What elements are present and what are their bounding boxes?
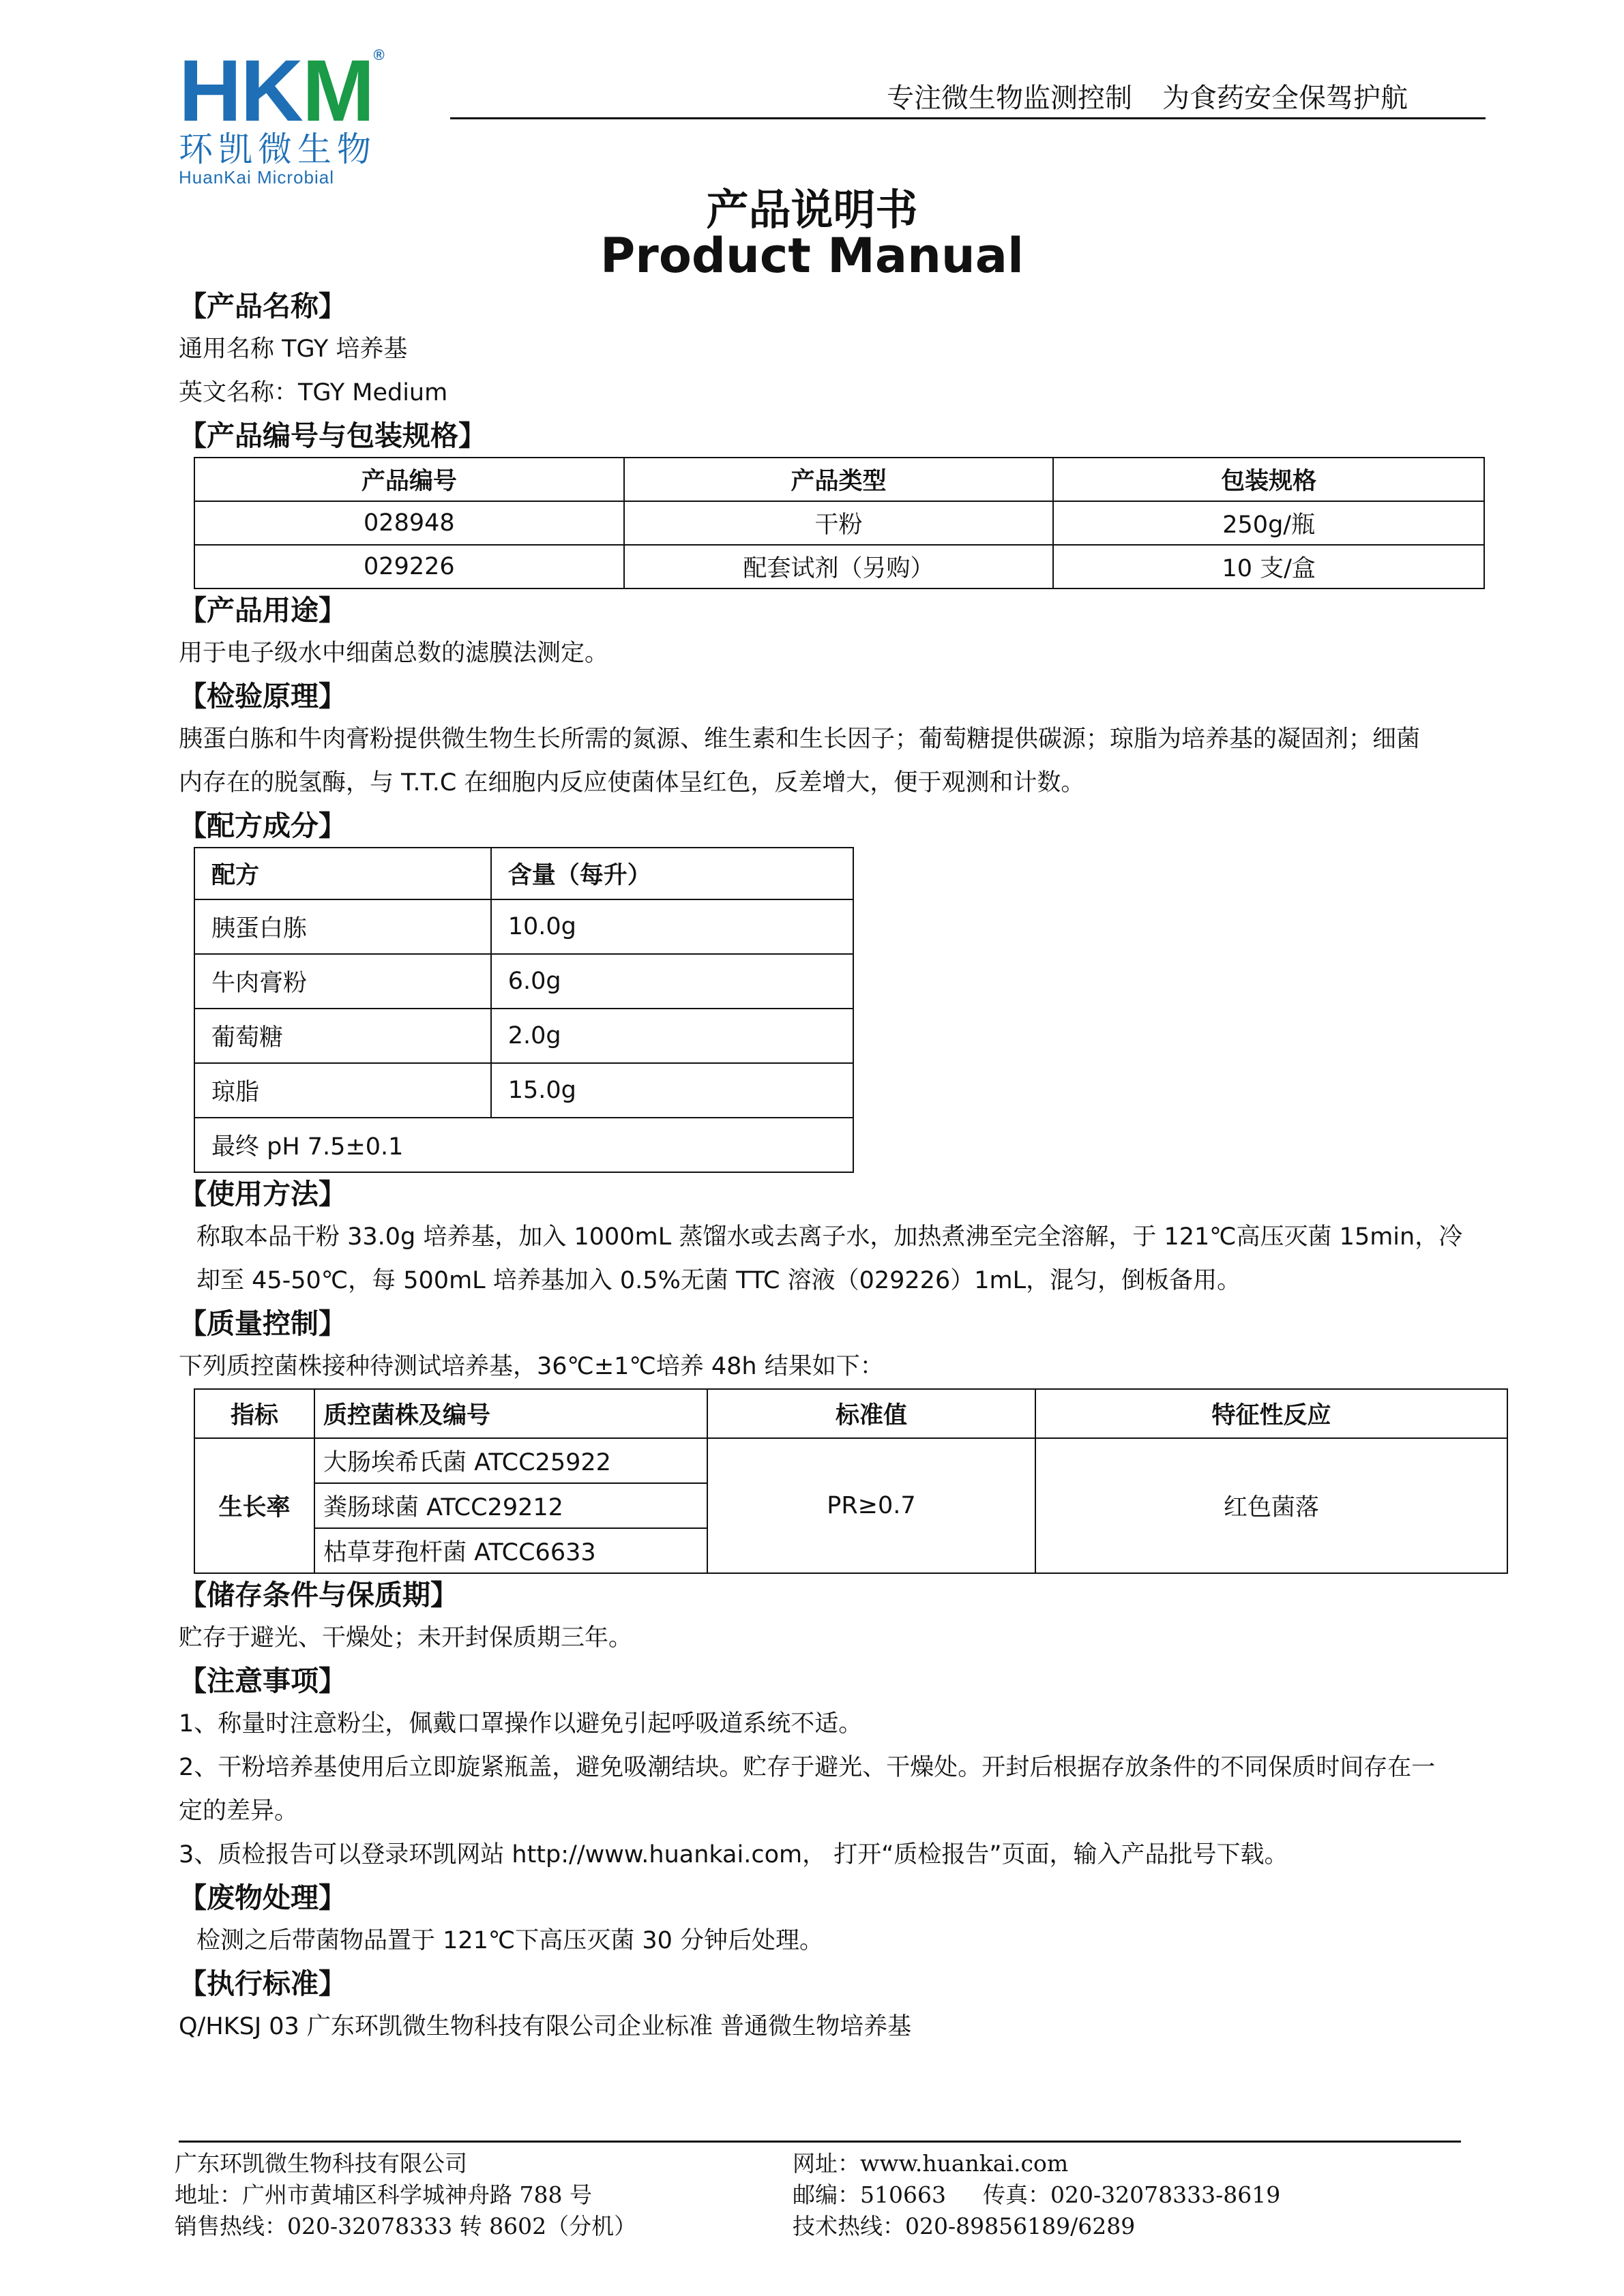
column-header: 产品类型	[624, 458, 1054, 501]
table-header-row	[194, 458, 1484, 501]
section-heading-waste: 【废物处理】	[179, 1881, 346, 1914]
standard-cell: PR≥0.7	[707, 1438, 1035, 1573]
section-heading-standard: 【执行标准】	[179, 1967, 346, 2000]
indicator-cell: 生长率	[194, 1438, 314, 1573]
document-title-en: Product Manual	[600, 228, 1024, 284]
table-row	[194, 1438, 1507, 1483]
section-heading-method: 【使用方法】	[179, 1178, 346, 1210]
table-cell: 琼脂	[194, 1063, 491, 1118]
table-row	[194, 899, 853, 954]
qc-intro: 下列质控菌株接种待测试培养基，36℃±1℃培养 48h 结果如下：	[179, 1353, 884, 1380]
section-heading-notes: 【注意事项】	[179, 1665, 346, 1697]
table-cell: 029226	[194, 545, 624, 588]
table-row	[194, 954, 853, 1009]
footer-tech-hotline: 技术热线：020-89856189/6289	[793, 2213, 1136, 2239]
table-row	[194, 1118, 853, 1172]
table-cell: 胰蛋白胨	[194, 899, 491, 954]
footer-right	[793, 2148, 1280, 2242]
table-cell: 配套试剂（另购）	[624, 545, 1054, 588]
method-line: 却至 45-50℃，每 500mL 培养基加入 0.5%无菌 TTC 溶液（029226）1mL，混匀，倒板备用。	[196, 1267, 1241, 1294]
column-header: 配方	[194, 848, 491, 899]
note-item: 1、称量时注意粉尘，佩戴口罩操作以避免引起呼吸道系统不适。	[179, 1710, 863, 1738]
table-row	[194, 501, 1484, 545]
note-item: 2、干粉培养基使用后立即旋紧瓶盖，避免吸潮结块。贮存于避光、干燥处。开封后根据存放条件的不同保质时间存在一	[179, 1754, 1436, 1781]
section-heading-storage: 【储存条件与保质期】	[179, 1579, 458, 1611]
slogan-part-2: 为食药安全保驾护航	[1162, 83, 1408, 114]
column-header: 产品编号	[194, 458, 624, 501]
english-name: 英文名称：TGY Medium	[179, 379, 448, 406]
logo-mark: HKM®	[179, 42, 383, 140]
footer-divider	[179, 2141, 1461, 2143]
column-header: 含量（每升）	[491, 848, 853, 899]
final-ph: 最终 pH 7.5±0.1	[194, 1118, 853, 1172]
footer-company: 广东环凯微生物科技有限公司	[175, 2150, 467, 2177]
header-divider	[450, 117, 1486, 119]
formula-table	[194, 847, 854, 1173]
method-line: 称取本品干粉 33.0g 培养基，加入 1000mL 蒸馏水或去离子水，加热煮沸至完全溶解，于 121℃高压灭菌 15min，冷	[196, 1223, 1463, 1251]
strain-cell: 枯草芽孢杆菌 ATCC6633	[314, 1528, 707, 1573]
table-row	[194, 1009, 853, 1063]
column-header: 质控菌株及编号	[314, 1389, 707, 1438]
section-heading-use: 【产品用途】	[179, 594, 346, 627]
principle-line: 胰蛋白胨和牛肉膏粉提供微生物生长所需的氮源、维生素和生长因子；葡萄糖提供碳源；琼脂为培养基的凝固剂；细菌	[179, 726, 1421, 753]
manual-content	[179, 285, 1502, 2048]
logo-english-name: HuanKai Microbial	[179, 167, 334, 188]
standard-text: Q/HKSJ 03 广东环凯微生物科技有限公司企业标准 普通微生物培养基	[179, 2013, 912, 2040]
logo-chinese-name: 环凯微生物	[179, 130, 377, 169]
section-heading-formula: 【配方成分】	[179, 809, 346, 842]
slogan-part-1: 专注微生物监测控制	[887, 83, 1132, 114]
section-heading-qc: 【质量控制】	[179, 1307, 346, 1340]
footer-sales-hotline: 销售热线：020-32078333 转 8602（分机）	[175, 2213, 637, 2239]
column-header: 标准值	[707, 1389, 1035, 1438]
principle-line: 内存在的脱氢酶，与 T.T.C 在细胞内反应使菌体呈红色，反差增大，便于观测和计数。	[179, 769, 1085, 796]
strain-cell: 大肠埃希氏菌 ATCC25922	[314, 1438, 707, 1483]
footer-postcode: 邮编：510663	[793, 2181, 946, 2208]
document-title-cn: 产品说明书	[706, 185, 918, 235]
section-heading-name: 【产品名称】	[179, 290, 346, 323]
footer-left	[175, 2148, 636, 2242]
use-text: 用于电子级水中细菌总数的滤膜法测定。	[179, 640, 609, 667]
table-row	[194, 545, 1484, 588]
table-cell: 10 支/盒	[1053, 545, 1484, 588]
header-slogan	[887, 76, 1408, 115]
column-header: 指标	[194, 1389, 314, 1438]
table-cell: 牛肉膏粉	[194, 954, 491, 1009]
common-name: 通用名称 TGY 培养基	[179, 336, 408, 363]
table-cell: 15.0g	[491, 1063, 853, 1118]
footer-contact-row	[793, 2179, 1280, 2211]
table-row	[194, 1063, 853, 1118]
table-cell: 干粉	[624, 501, 1054, 545]
footer-fax: 传真：020-32078333-8619	[982, 2181, 1281, 2208]
section-heading-principle: 【检验原理】	[179, 680, 346, 713]
table-header-row	[194, 848, 853, 899]
column-header: 特征性反应	[1035, 1389, 1507, 1438]
storage-text: 贮存于避光、干燥处；未开封保质期三年。	[179, 1624, 633, 1652]
table-cell: 葡萄糖	[194, 1009, 491, 1063]
reaction-cell: 红色菌落	[1035, 1438, 1507, 1573]
table-cell: 10.0g	[491, 899, 853, 954]
note-item-continued: 定的差异。	[179, 1798, 299, 1825]
spec-table	[194, 457, 1485, 589]
qc-table	[194, 1388, 1508, 1574]
footer-website: 网址：www.huankai.com	[793, 2150, 1069, 2177]
footer-address: 地址：广州市黄埔区科学城神舟路 788 号	[175, 2181, 592, 2208]
table-cell: 250g/瓶	[1053, 501, 1484, 545]
waste-text: 检测之后带菌物品置于 121℃下高压灭菌 30 分钟后处理。	[196, 1927, 824, 1954]
strain-cell: 粪肠球菌 ATCC29212	[314, 1483, 707, 1528]
company-logo	[179, 42, 452, 188]
section-heading-spec: 【产品编号与包装规格】	[179, 419, 486, 452]
column-header: 包装规格	[1053, 458, 1484, 501]
table-header-row	[194, 1389, 1507, 1438]
note-item: 3、质检报告可以登录环凯网站 http://www.huankai.com， 打开“质检报告”页面，输入产品批号下载。	[179, 1841, 1288, 1868]
table-cell: 2.0g	[491, 1009, 853, 1063]
table-cell: 028948	[194, 501, 624, 545]
table-cell: 6.0g	[491, 954, 853, 1009]
